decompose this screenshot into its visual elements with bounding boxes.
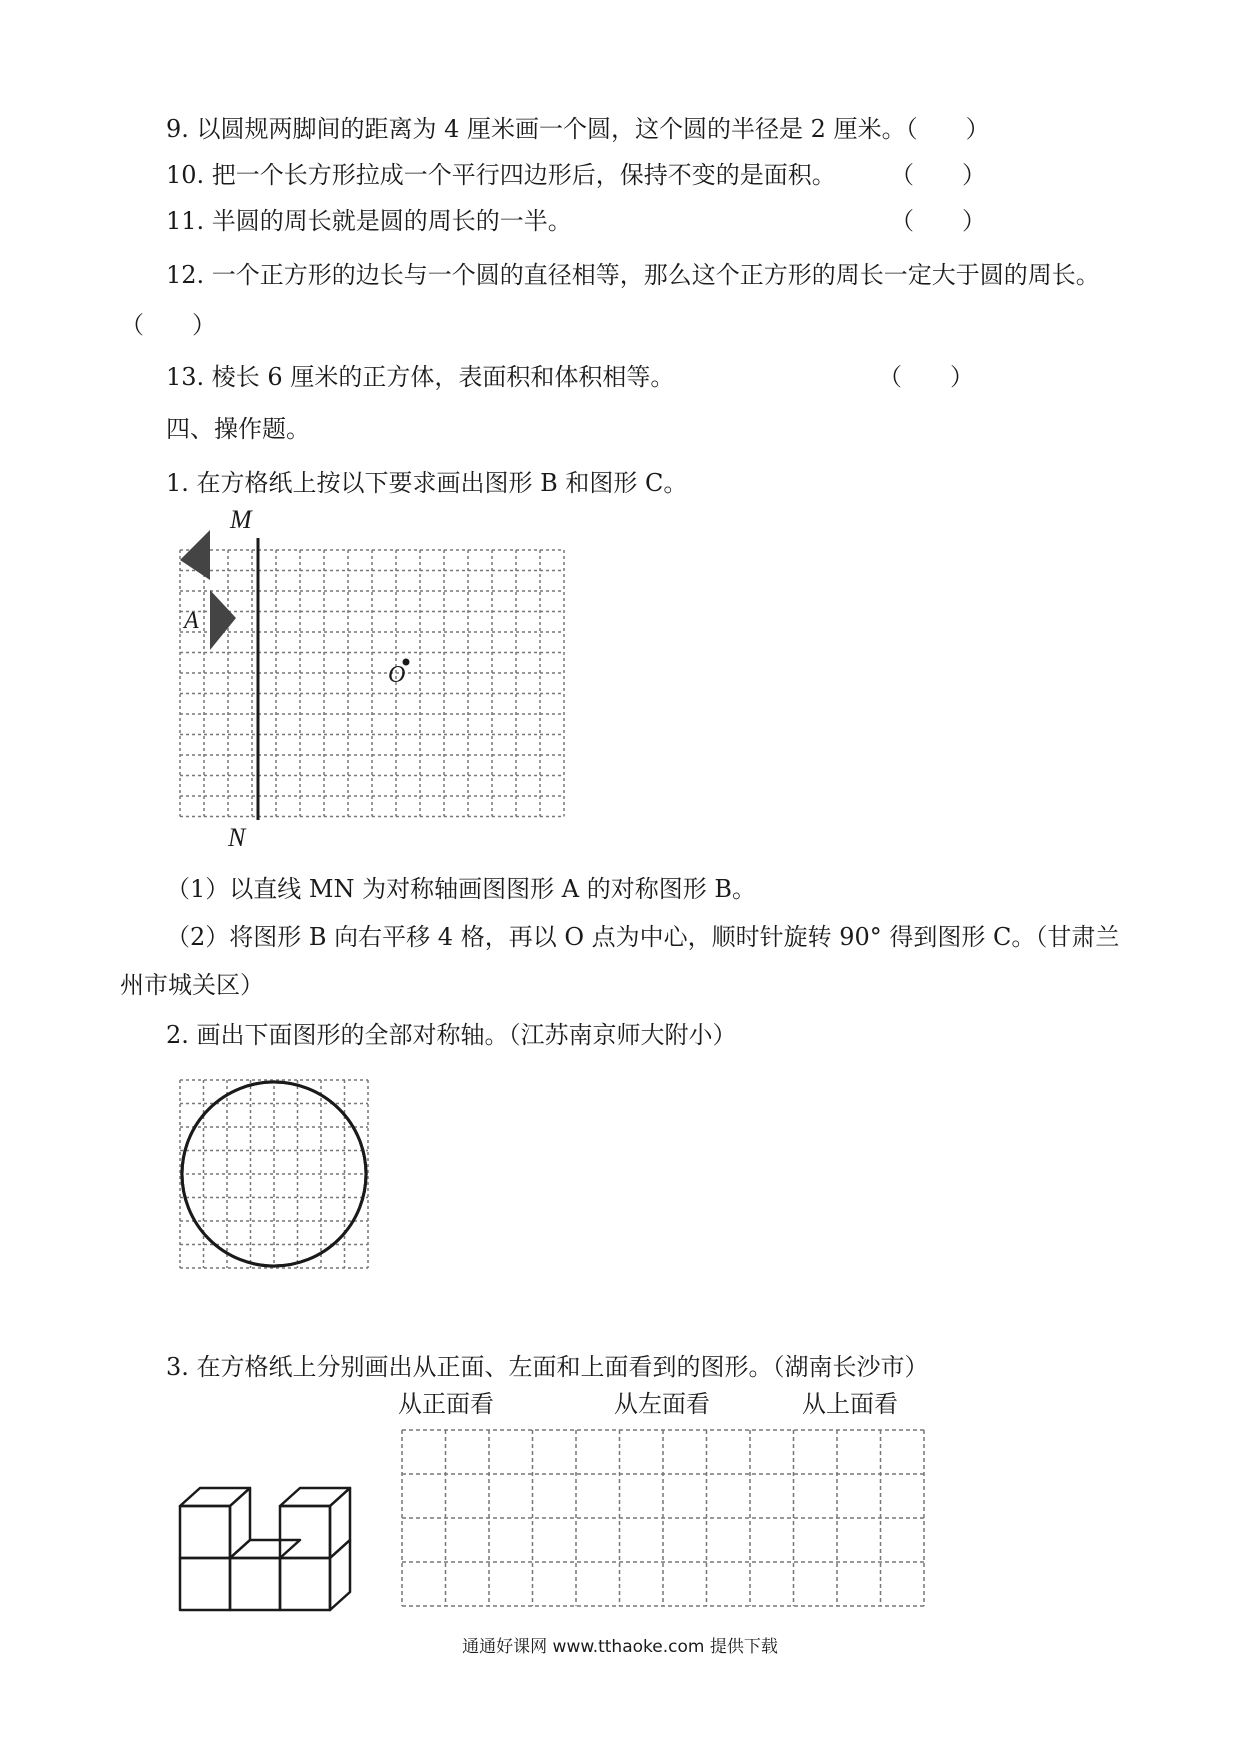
cube-top-left [180,1506,230,1558]
cube-bottom-1 [180,1558,230,1610]
side-face-left [230,1488,250,1558]
op1-title: 1. 在方格纸上按以下要求画出图形 B 和图形 C。 [166,469,688,497]
answer-blank-10: （ ） [890,161,986,189]
label-view-top: 从上面看 [802,1390,898,1418]
figure-2-circle-star [176,1076,372,1272]
label-view-left: 从左面看 [614,1390,710,1418]
figure-3-cube-stack [176,1460,366,1616]
figure-1-grid [170,505,580,852]
op1-sub2-line2: 州市城关区） [120,971,264,999]
label-m: M [230,505,252,534]
label-o: O [388,662,406,688]
question-10: 10. 把一个长方形拉成一个平行四边形后，保持不变的是面积。 [166,161,836,189]
op1-sub2-line1: （2）将图形 B 向右平移 4 格，再以 O 点为中心，顺时针旋转 90° 得到图形 C。（甘肃兰 [166,923,1120,951]
dashed-grid [180,550,564,817]
figure-3-view-grid [392,1386,932,1620]
answer-blank-13: （ ） [878,363,974,391]
label-view-front: 从正面看 [398,1390,494,1418]
shape-a-lower [210,590,236,650]
section-heading: 四、操作题。 [166,415,310,443]
question-13: 13. 棱长 6 厘米的正方体，表面积和体积相等。 [166,363,675,391]
dashed-grid [402,1430,924,1606]
footer-credit: 通通好课网 www.tthaoke.com 提供下载 [462,1637,778,1657]
question-11: 11. 半圆的周长就是圆的周长的一半。 [166,207,572,235]
side-face-right-bottom [330,1540,350,1610]
answer-blank-12: （ ） [120,311,216,339]
question-12: 12. 一个正方形的边长与一个圆的直径相等，那么这个正方形的周长一定大于圆的周长。 [166,261,1100,289]
op2-title: 2. 画出下面图形的全部对称轴。（江苏南京师大附小） [166,1021,737,1049]
answer-blank-11: （ ） [890,207,986,235]
label-a: A [184,608,199,634]
op3-title: 3. 在方格纸上分别画出从正面、左面和上面看到的图形。（湖南长沙市） [166,1353,929,1381]
op1-sub1: （1）以直线 MN 为对称轴画图图形 A 的对称图形 B。 [166,875,756,903]
question-9: 9. 以圆规两脚间的距离为 4 厘米画一个圆，这个圆的半径是 2 厘米。（ ） [166,115,990,143]
label-n: N [228,823,246,852]
cube-bottom-3 [280,1558,330,1610]
cube-bottom-2 [230,1558,280,1610]
shape-a [180,530,210,580]
